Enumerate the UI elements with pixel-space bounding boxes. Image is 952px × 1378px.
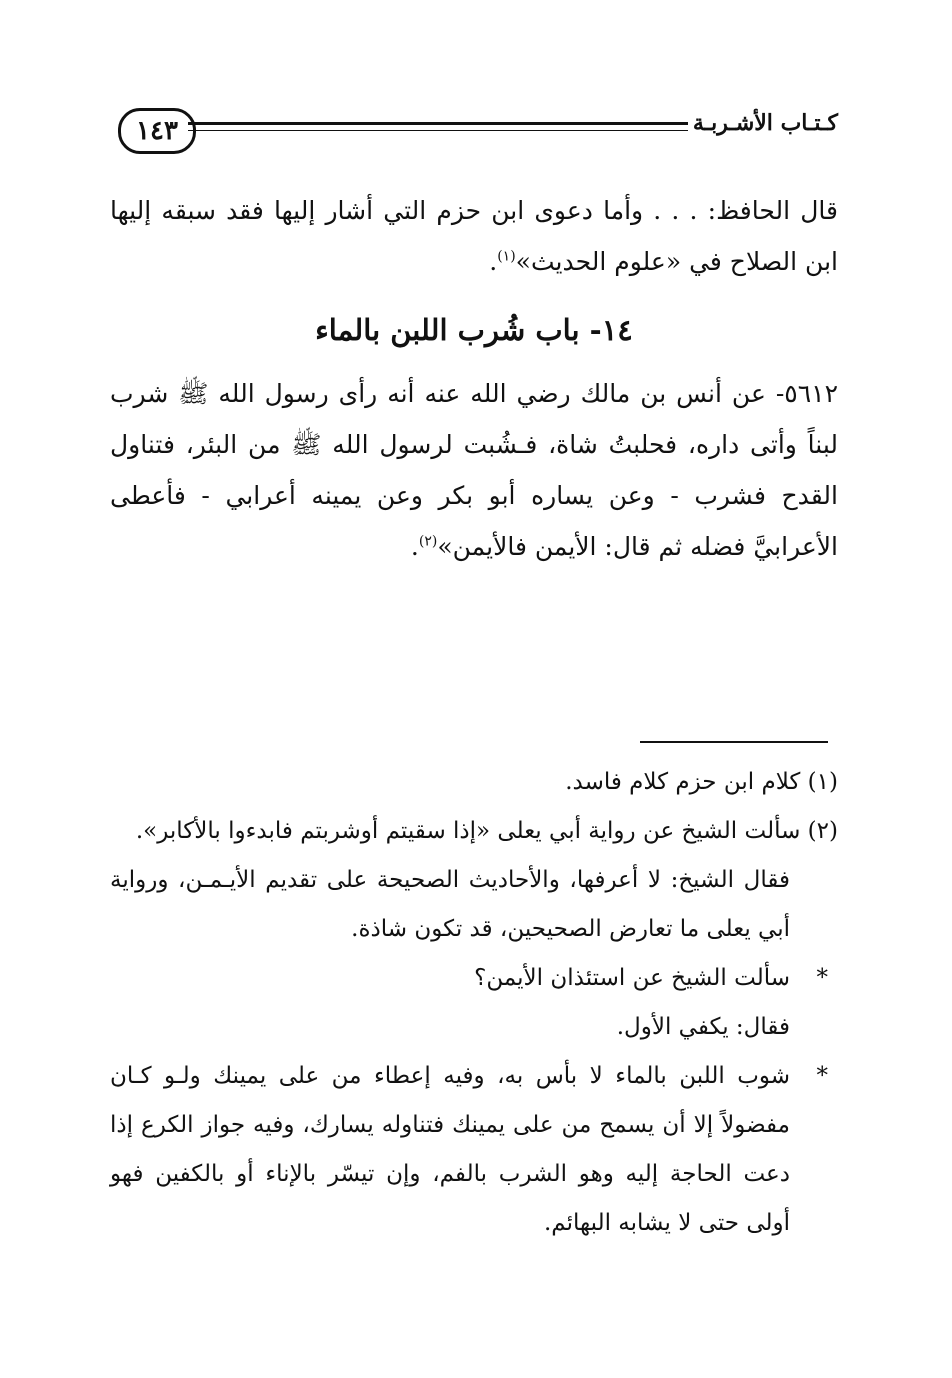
footnote-ref-1: (١) [497, 248, 516, 265]
footnote-ref-2: (٢) [418, 533, 438, 550]
book-title: كـتـاب الأشـربـة [692, 110, 838, 136]
commentary-item [110, 1052, 838, 1248]
asterisk-bullet: * [816, 965, 828, 991]
footnote-separator [640, 741, 828, 743]
page-number: ١٤٣ [118, 108, 196, 154]
chapter-heading: ١٤- باب شُرب اللبن بالماء [315, 313, 633, 347]
hadith-end: . [410, 532, 419, 561]
paragraph-intro-text: قال الحافظ: . . . وأما دعوى ابن حزم التي أشار إليها فقد سبقه إليها ابن الصلاح في «علوم الحديث» [110, 196, 838, 276]
hadith-text: ٥٦١٢- عن أنس بن مالك رضي الله عنه أنه رأى رسول الله ﷺ شرب لبناً وأتى داره، فحلبتُ شاة، فـشُبت لرسول الله ﷺ من البئر، فتناول القدح فشرب - وعن يساره أبو بكر وعن يمينه أعرابي - فأعطى الأعرابيَّ فضله ثم قال: الأيمن فالأيمن» [110, 379, 838, 561]
footnote-2-answer: فقال الشيخ: لا أعرفها، والأحاديث الصحيحة على تقديم الأيـمـن، ورواية أبي يعلى ما تعارض الصحيحين، قد تكون شاذة. [110, 867, 790, 942]
footnote-2: (٢) سألت الشيخ عن رواية أبي يعلى «إذا سقيتم أوشربتم فابدءوا بالأكابر». [135, 818, 838, 844]
header-rule [188, 122, 688, 125]
paragraph-intro-end: . [489, 247, 498, 276]
main-text [110, 185, 838, 572]
question-text: سألت الشيخ عن استئذان الأيمن؟ [474, 965, 790, 991]
header-rule-thin [188, 130, 688, 131]
asterisk-bullet: * [816, 1063, 828, 1089]
question-answer: فقال: يكفي الأول. [616, 1014, 790, 1040]
footnote-1: (١) كلام ابن حزم كلام فاسد. [565, 769, 838, 795]
commentary-text: شوب اللبن بالماء لا بأس به، وفيه إعطاء من على يمينك ولـو كـان مفضولاً إلا أن يسمح من على يمينك فتناوله يسارك، وفيه جواز الكرع إذا دعت الحاجة إليه وهو الشرب بالفم، وإن تيسّر بالإناء أو بالكفين فهو أولى حتى لا يشابه البهائم. [110, 1063, 790, 1236]
page-header [110, 98, 838, 158]
paragraph-intro [110, 185, 838, 287]
footnotes [110, 758, 838, 1248]
question-item [110, 954, 838, 1003]
hadith-paragraph [110, 368, 838, 572]
